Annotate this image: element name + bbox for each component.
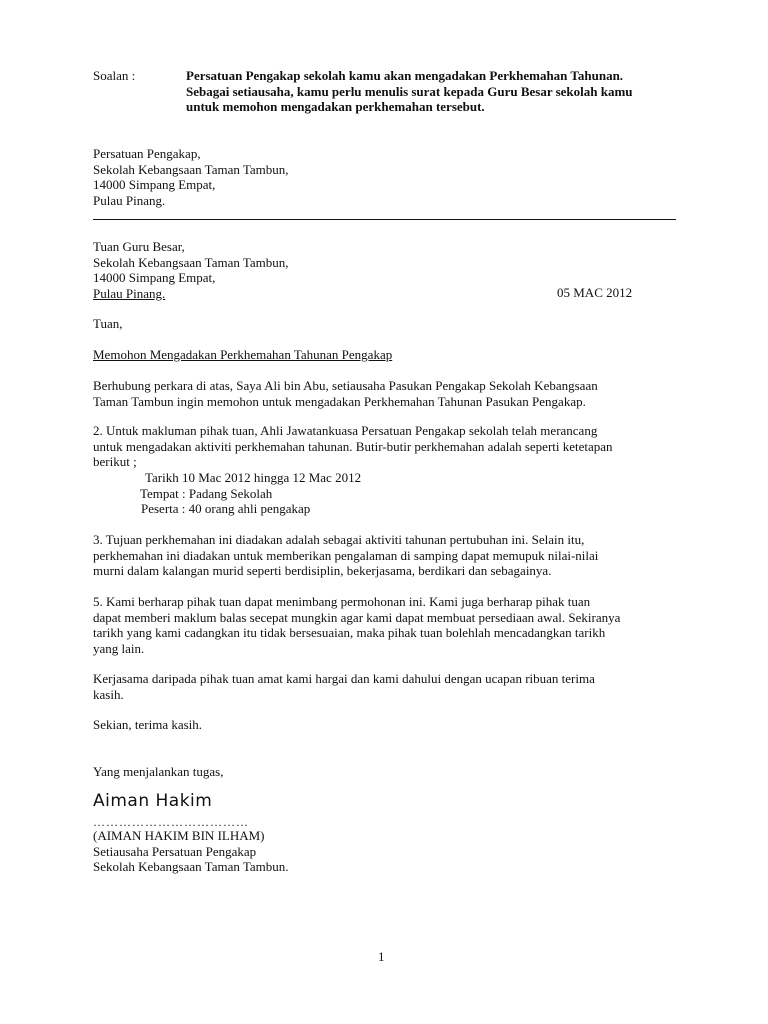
paragraph-line: 2. Untuk makluman pihak tuan, Ahli Jawatankuasa Persatuan Pengakap sekolah telah merancang — [93, 423, 598, 438]
paragraph-line: dapat memberi maklum balas secepat mungkin agar kami dapat membuat persediaan awal. Sekiranya — [93, 609, 621, 625]
sender-line: Persatuan Pengakap, — [93, 146, 201, 161]
thanks-line: Sekian, terima kasih. — [93, 717, 203, 732]
detail-date: Tarikh 10 Mac 2012 hingga 12 Mac 2012 — [145, 470, 362, 485]
letter-subject: Memohon Mengadakan Perkhemahan Tahunan Pengakap — [93, 347, 393, 362]
sender-line: 14000 Simpang Empat, — [93, 177, 216, 192]
paragraph-2 — [93, 423, 683, 470]
recipient-line: Pulau Pinang. — [93, 285, 166, 301]
signatory-full-name: (AIMAN HAKIM BIN ILHAM) — [93, 828, 265, 843]
sender-address — [93, 146, 683, 208]
sender-line: Sekolah Kebangsaan Taman Tambun, — [93, 161, 289, 177]
sign-off: Yang menjalankan tugas, — [93, 764, 224, 779]
question-line: Persatuan Pengakap sekolah kamu akan mengadakan Perkhemahan Tahunan. — [186, 68, 624, 83]
closing-paragraph — [93, 671, 683, 702]
signature-name: Aiman Hakim — [93, 791, 213, 811]
paragraph-5 — [93, 594, 683, 656]
salutation: Tuan, — [93, 316, 123, 331]
paragraph-line: perkhemahan ini diadakan untuk memberikan pengalaman di samping dapat memupuk nilai-nilai — [93, 547, 599, 563]
page-number: 1 — [378, 949, 385, 964]
paragraph-line: Kerjasama daripada pihak tuan amat kami hargai dan kami dahului dengan ucapan ribuan terima — [93, 671, 595, 686]
sender-line: Pulau Pinang. — [93, 192, 166, 208]
question-label: Soalan : — [93, 68, 136, 83]
camp-details — [93, 470, 683, 517]
paragraph-line: 5. Kami berharap pihak tuan dapat menimbang permohonan ini. Kami juga berharap pihak tuan — [93, 594, 591, 609]
detail-place: Tempat : Padang Sekolah — [140, 485, 273, 501]
paragraph-line: murni dalam kalangan murid seperti berdisiplin, bekerjasama, berdikari dan sebagainya. — [93, 563, 552, 578]
recipient-line: Sekolah Kebangsaan Taman Tambun, — [93, 254, 289, 270]
paragraph-1 — [93, 378, 683, 409]
paragraph-line: kasih. — [93, 686, 124, 702]
paragraph-line: berikut ; — [93, 454, 137, 469]
question-text — [186, 68, 686, 115]
paragraph-line: 3. Tujuan perkhemahan ini diadakan adalah sebagai aktiviti tahunan pertubuhan ini. Selain itu, — [93, 532, 585, 547]
recipient-line: 14000 Simpang Empat, — [93, 270, 216, 285]
signatory-title: Setiausaha Persatuan Pengakap — [93, 843, 257, 859]
divider-rule — [93, 219, 676, 220]
letter-date: 05 MAC 2012 — [557, 285, 633, 300]
paragraph-line: Berhubung perkara di atas, Saya Ali bin Abu, setiausaha Pasukan Pengakap Sekolah Kebangsaan — [93, 378, 598, 393]
paragraph-line: untuk mengadakan aktiviti perkhemahan tahunan. Butir-butir perkhemahan adalah seperti ketetapan — [93, 438, 613, 454]
paragraph-line: yang lain. — [93, 640, 145, 656]
recipient-line: Tuan Guru Besar, — [93, 239, 185, 254]
detail-participants: Peserta : 40 orang ahli pengakap — [141, 501, 311, 516]
signature-block — [93, 828, 683, 875]
paragraph-3 — [93, 532, 683, 579]
signatory-org: Sekolah Kebangsaan Taman Tambun. — [93, 859, 289, 874]
question-line: untuk memohon mengadakan perkhemahan tersebut. — [186, 99, 485, 114]
signature-dots: ……………………………… — [93, 815, 249, 829]
paragraph-line: Taman Tambun ingin memohon untuk mengadakan Perkhemahan Tahunan Pasukan Pengakap. — [93, 393, 586, 409]
paragraph-line: tarikh yang kami cadangkan itu tidak bersesuaian, maka pihak tuan bolehlah mencadangkan tarikh — [93, 625, 606, 640]
question-line: Sebagai setiausaha, kamu perlu menulis surat kepada Guru Besar sekolah kamu — [186, 83, 633, 99]
